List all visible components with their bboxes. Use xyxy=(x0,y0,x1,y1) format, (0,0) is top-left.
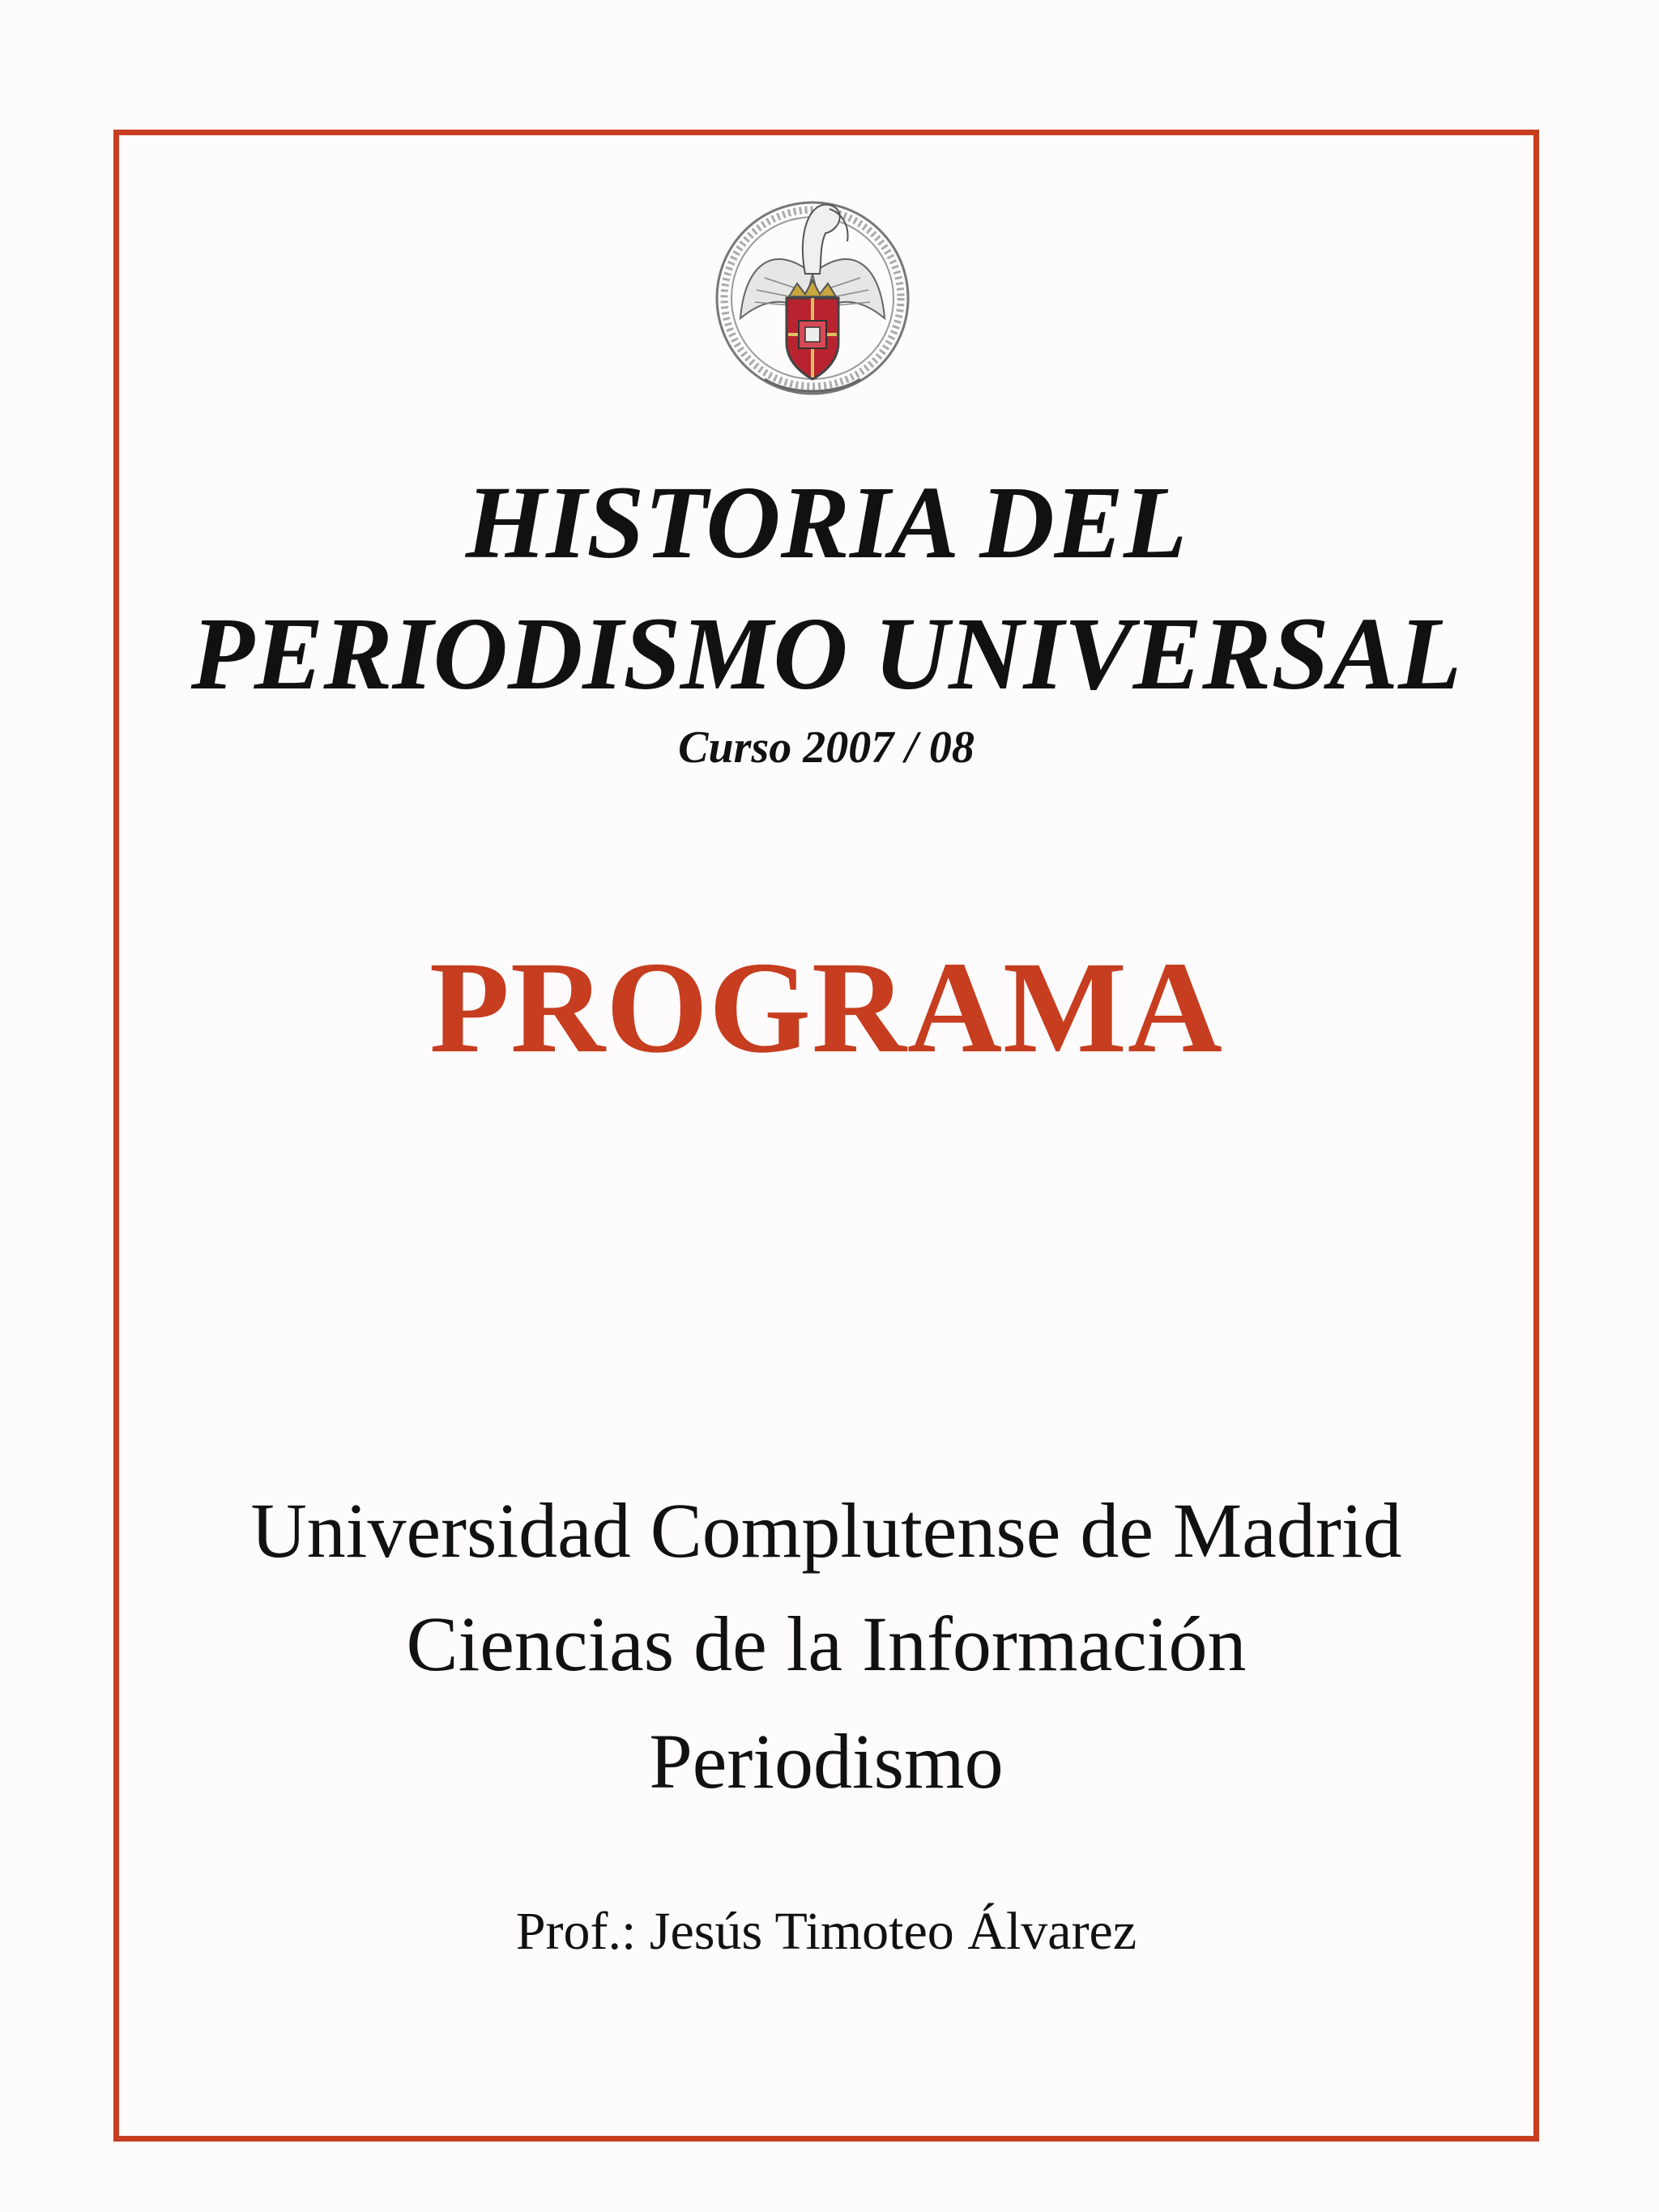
course-year: Curso 2007 / 08 xyxy=(678,722,975,773)
title-line-1: HISTORIA DEL xyxy=(465,465,1188,580)
programa-heading: PROGRAMA xyxy=(429,936,1223,1080)
professor-name: Prof.: Jesús Timoteo Álvarez xyxy=(515,1902,1137,1961)
university-crest-icon xyxy=(708,177,917,411)
page-border xyxy=(113,130,1539,2142)
degree-name: Periodismo xyxy=(649,1718,1004,1805)
university-name: Universidad Complutense de Madrid xyxy=(250,1487,1402,1574)
title-line-2: PERIODISMO UNIVERSAL xyxy=(190,596,1462,711)
faculty-name: Ciencias de la Información xyxy=(406,1600,1247,1687)
